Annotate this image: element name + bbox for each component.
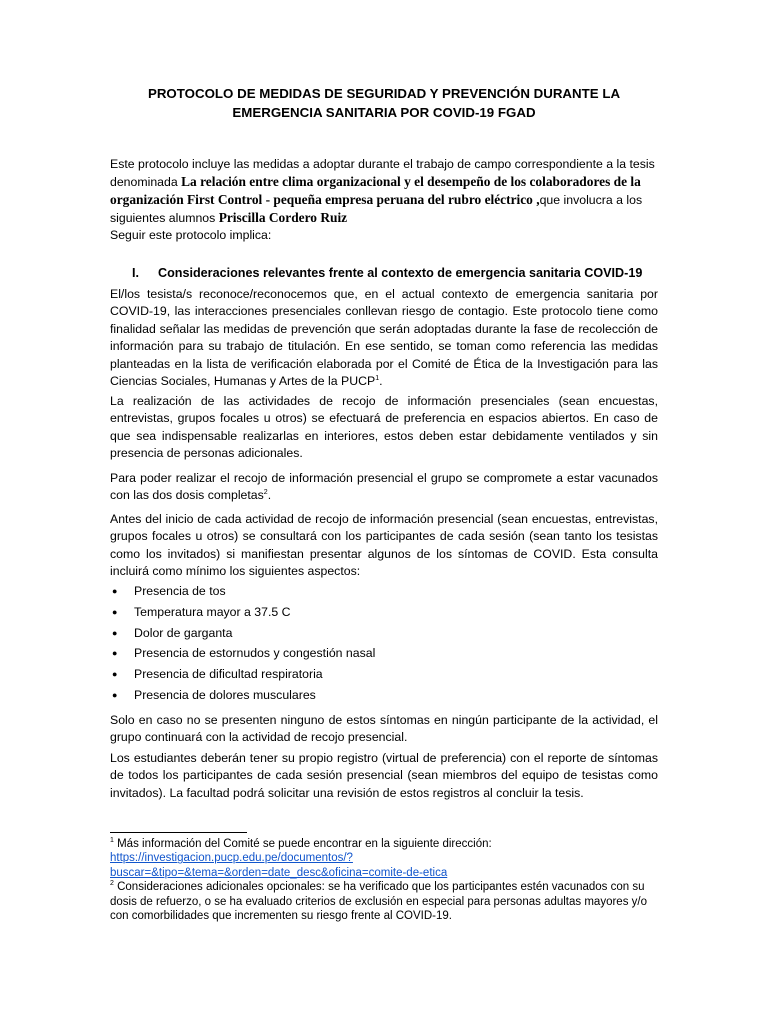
symptom-label: Dolor de garganta xyxy=(134,625,233,640)
intro-closing: Seguir este protocolo implica: xyxy=(110,228,272,242)
section-heading-text: Consideraciones relevantes frente al contexto de emergencia sanitaria COVID-19 xyxy=(158,266,643,280)
footnote-separator xyxy=(110,832,247,833)
symptom-item xyxy=(110,645,660,666)
symptom-label: Presencia de tos xyxy=(134,584,226,598)
symptom-label: Presencia de estornudos y congestión nasal xyxy=(134,646,376,661)
symptom-label: Presencia de dolores musculares xyxy=(134,687,316,702)
section-heading xyxy=(110,265,670,282)
symptom-list xyxy=(110,583,660,708)
footnote-1-text: Más información del Comité se puede encontrar en la siguiente dirección: xyxy=(113,838,492,850)
bullet-icon: ● xyxy=(112,586,118,596)
footnote-2 xyxy=(110,880,658,923)
symptom-item xyxy=(110,583,660,604)
symptom-item xyxy=(110,604,660,625)
footnotes xyxy=(110,837,658,923)
symptom-item xyxy=(110,666,660,687)
paragraph-vaccination-end: . xyxy=(267,488,272,503)
intro-text-continued: que involucra a los siguientes alumnos xyxy=(110,193,643,225)
paragraph-context-text: El/los tesista/s reconoce/reconocemos que, en el actual contexto de emergencia sanitaria por COVID-19, las interacciones presenciales conllevan riesgo de contagio. Este protocolo tiene como finalidad señalar las medidas de prevención que serán adoptadas durante la fase de recolección de información para su trabajo de titulación. En ese sentido, se toman como referencia las medidas planteadas en la lista de verificación elaborada por el Comité de Ética de la Investigación para las Ciencias Sociales, Humanas y Artes de la PUCP xyxy=(110,287,658,389)
thesis-title: La relación entre clima organizacional y el desempeño de los colaboradores de la organización First Control - pequeña empresa peruana del rubro eléctrico , xyxy=(110,174,641,207)
footnote-1-mark: 1 xyxy=(110,837,114,845)
footnote-1-link-line-1[interactable]: https://investigacion.pucp.edu.pe/documentos/? xyxy=(110,852,353,865)
bullet-icon: ● xyxy=(112,689,118,700)
bullet-icon: ● xyxy=(112,627,118,638)
footnote-ref-2[interactable]: 2 xyxy=(263,489,268,497)
paragraph-spaces: La realización de las actividades de recojo de información presenciales (sean encuestas, entrevistas, grupos focales u otros) se efectuará de preferencia en espacios abiertos. En caso de que sea indispensable realizarlas en interiores, estos deben estar debidamente ventilados y sin presencia de personas adicionales. xyxy=(110,394,658,461)
symptom-label: Temperatura mayor a 37.5 C xyxy=(134,604,291,619)
section-number: I. xyxy=(132,266,139,280)
intro-paragraph xyxy=(110,156,660,244)
paragraph-context-end: . xyxy=(379,374,383,389)
document-title: PROTOCOLO DE MEDIDAS DE SEGURIDAD Y PREVENCIÓN DURANTE LA EMERGENCIA SANITARIA POR COVID-19 FGAD xyxy=(147,86,621,120)
paragraph-context xyxy=(110,286,658,390)
footnote-1-link[interactable] xyxy=(110,852,447,878)
student-name: Priscilla Cordero Ruiz xyxy=(218,210,348,225)
paragraph-continue: Solo en caso no se presenten ninguno de estos síntomas en ningún participante de la actividad, el grupo continuará con la actividad de recojo presencial. xyxy=(110,713,658,745)
footnote-2-text: Consideraciones adicionales opcionales: se ha verificado que los participantes estén vacunados con su dosis de refuerzo, o se ha evaluado criterios de exclusión en especial para personas adultas mayores y/o con comorbilidades que incrementen su riesgo frente al COVID-19. xyxy=(110,881,647,923)
footnote-ref-1[interactable]: 1 xyxy=(375,374,380,382)
paragraph-vaccination xyxy=(110,470,658,505)
paragraph-consultation: Antes del inicio de cada actividad de recojo de información presencial (sean encuestas, entrevistas, grupos focales u otros) se consultará con los participantes de cada sesión (sean tanto los tesistas como los invitados) si manifiestan presentar algunos de los síntomas de COVID. Esta consulta incluirá como mínimo los siguientes aspectos: xyxy=(110,512,658,579)
bullet-icon: ● xyxy=(112,606,118,617)
symptom-label: Presencia de dificultad respiratoria xyxy=(134,667,323,682)
bullet-icon: ● xyxy=(112,648,118,659)
footnote-1 xyxy=(110,837,658,880)
symptom-item xyxy=(110,687,660,708)
paragraph-registry: Los estudiantes deberán tener su propio registro (virtual de preferencia) con el reporte de síntomas de todos los participantes de cada sesión presencial (sean miembros del equipo de tesistas como invitados). La facultad podrá solicitar una revisión de estos registros al concluir la tesis. xyxy=(110,751,658,800)
paragraph-vaccination-text: Para poder realizar el recojo de información presencial el grupo se compromete a estar vacunados con las dos dosis completas xyxy=(110,471,658,503)
symptom-item xyxy=(110,625,660,646)
footnote-2-mark: 2 xyxy=(110,880,114,888)
intro-text: Este protocolo incluye las medidas a adoptar durante el trabajo de campo correspondiente a la tesis denominada xyxy=(110,157,655,189)
footnote-1-link-line-2[interactable]: buscar=&tipo=&tema=&orden=date_desc&oficina=comite-de-etica xyxy=(110,866,448,879)
bullet-icon: ● xyxy=(112,669,118,680)
